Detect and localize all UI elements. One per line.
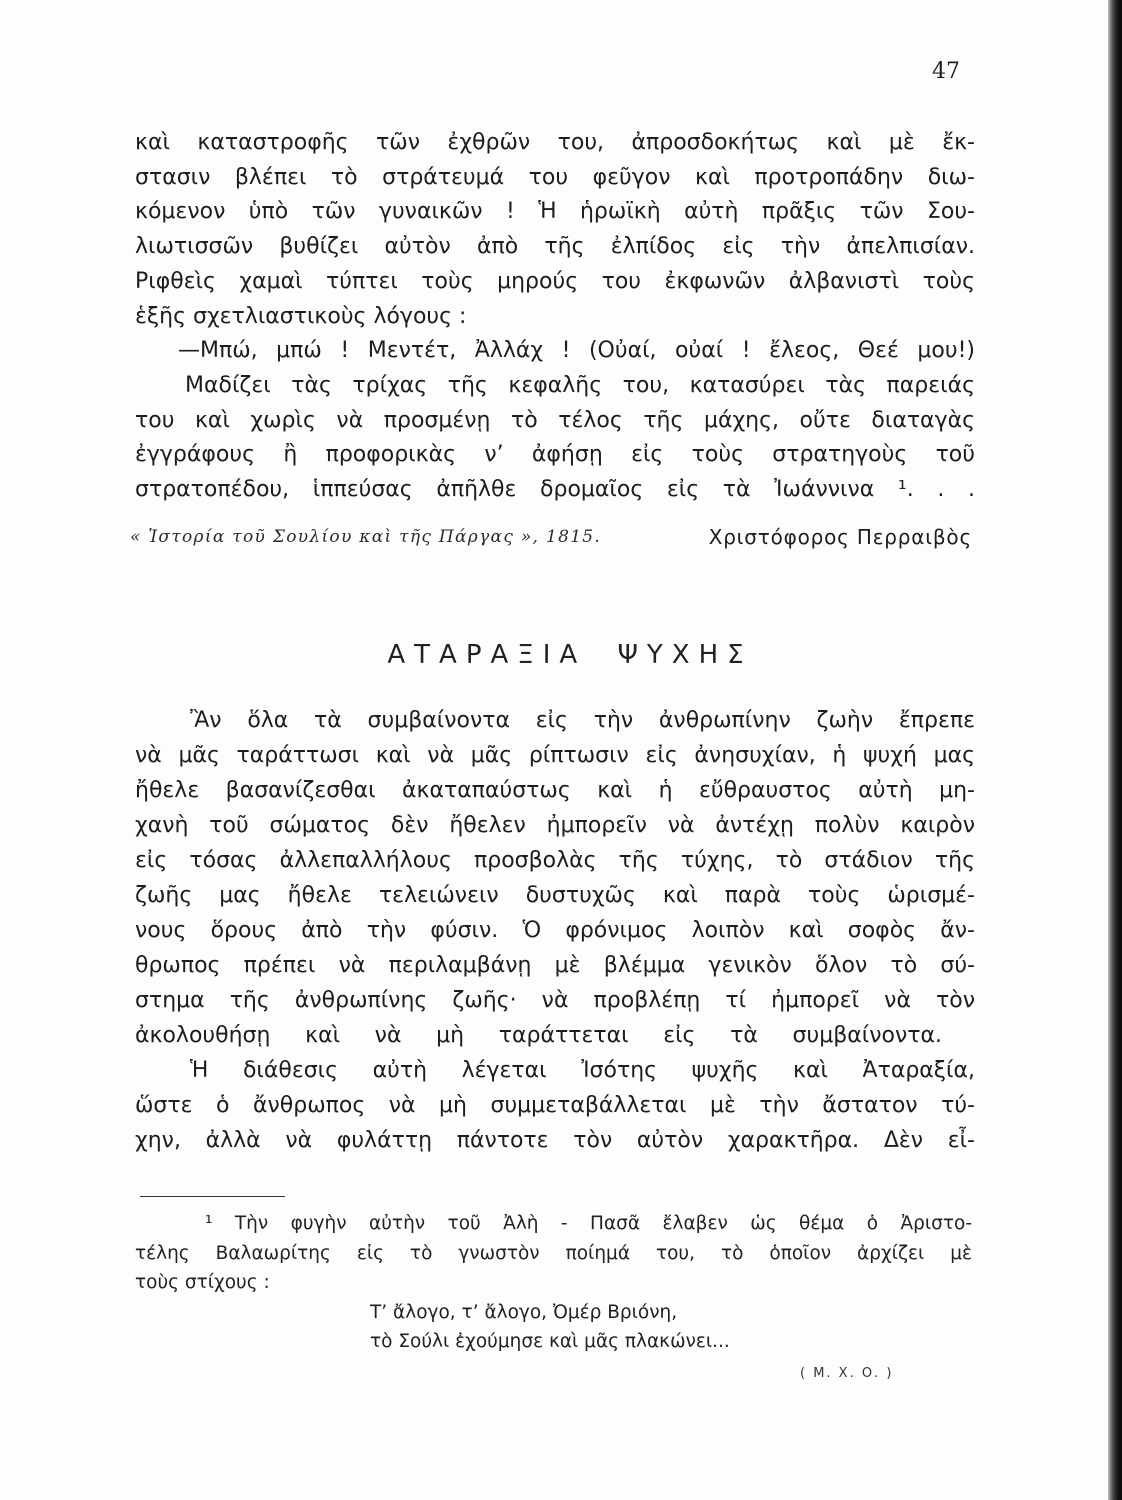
essay-line: ζωῆς μας ἤθελε τελειώνειν δυστυχῶς καὶ παρὰ τοὺς ὡρισμέ- <box>135 883 975 908</box>
passage-line: του καὶ χωρὶς νὰ προσμένῃ τὸ τέλος τῆς μάχης, οὔτε διαταγὰς <box>135 407 975 433</box>
footnote-marker: ¹ <box>205 1213 213 1234</box>
footnote-text: Τὴν φυγὴν αὐτὴν τοῦ Ἀλὴ - Πασᾶ ἔλαβεν ὡς θέμα ὁ Ἀριστο- <box>234 1213 973 1234</box>
passage-line: ἐγγράφους ἢ προφορικὰς ν’ ἀφήσῃ εἰς τοὺς στρατηγοὺς τοῦ <box>135 442 975 468</box>
essay-line: χανὴ τοῦ σώματος δὲν ἤθελεν ἠμπορεῖν νὰ ἀντέχῃ πολὺν καιρὸν <box>135 813 975 838</box>
citation-source: « Ἱστορία τοῦ Σουλίου καὶ τῆς Πάργας », 1815. <box>130 527 602 547</box>
footnote <box>135 1209 972 1357</box>
footnote-line: τοὺς στίχους : <box>135 1272 270 1293</box>
passage-line: Μαδίζει τὰς τρίχας τῆς κεφαλῆς του, κατασύρει τὰς παρειάς <box>185 372 975 398</box>
footnote-line: τέλης Βαλαωρίτης εἰς τὸ γνωστὸν ποίημά του, τὸ ὁποῖον ἀρχίζει μὲ <box>135 1242 972 1264</box>
verse-line: τὸ Σούλι ἐχούμησε καὶ μᾶς πλακώνει... <box>370 1331 730 1352</box>
essay-line: ἀκολουθήσῃ καὶ νὰ μὴ ταράττεται εἰς τὰ συμβαίνοντα. <box>135 1023 942 1048</box>
passage-line: Ριφθεὶς χαμαὶ τύπτει τοὺς μηρούς του ἐκφωνῶν ἀλβανιστὶ τοὺς <box>135 268 975 294</box>
passage-line: στασιν βλέπει τὸ στράτευμά του φεῦγον καὶ προτροπάδην διω- <box>135 164 975 190</box>
essay-line: νους ὅρους ἀπὸ τὴν φύσιν. Ὁ φρόνιμος λοιπὸν καὶ σοφὸς ἄν- <box>135 918 975 943</box>
footnote-signature: ( Μ. Χ. Ο. ) <box>800 1366 894 1381</box>
essay-line: ὥστε ὁ ἄνθρωπος νὰ μὴ συμμεταβάλλεται μὲ τὴν ἄστατον τύ- <box>135 1093 975 1118</box>
passage-line: λιωτισσῶν βυθίζει αὐτὸν ἀπὸ τῆς ἐλπίδος εἰς τὴν ἀπελπισίαν. <box>135 234 975 260</box>
citation-author: Χριστόφορος Περραιβὸς <box>708 525 972 549</box>
passage-line-exclamation: —Μπώ, μπώ ! Μεντέτ, Ἀλλάχ ! (Οὐαί, οὐαί ! ἔλεος, Θεέ μου!) <box>178 338 975 364</box>
essay-line: ἤθελε βασανίζεσθαι ἀκαταπαύστως καὶ ἡ εὔθραυστος αὐτὴ μη- <box>135 778 975 803</box>
passage-line: ἑξῆς σχετλιαστικοὺς λόγους : <box>135 303 467 329</box>
passage-line: καὶ καταστροφῆς τῶν ἐχθρῶν του, ἀπροσδοκήτως καὶ μὲ ἔκ- <box>135 130 975 155</box>
essay-line: Ἡ διάθεσις αὐτὴ λέγεται Ἰσότης ψυχῆς καὶ Ἀταραξία, <box>190 1058 975 1083</box>
essay-line: νὰ μᾶς ταράττωσι καὶ νὰ μᾶς ρίπτωσιν εἰς ἀνησυχίαν, ἡ ψυχή μας <box>135 743 975 768</box>
scan-edge-shadow <box>1108 0 1122 1500</box>
essay-line: χην, ἀλλὰ νὰ φυλάττῃ πάντοτε τὸν αὐτὸν χαρακτῆρα. Δὲν εἶ- <box>135 1128 975 1153</box>
footnote-rule <box>140 1196 285 1197</box>
passage-line: κόμενον ὑπὸ τῶν γυναικῶν ! Ἡ ἡρωϊκὴ αὐτὴ πρᾶξις τῶν Σου- <box>135 199 975 225</box>
passage <box>135 126 975 508</box>
essay-line: θρωπος πρέπει νὰ περιλαμβάνῃ μὲ βλέμμα γενικὸν ὅλον τὸ σύ- <box>135 953 975 978</box>
page-number: 47 <box>932 59 960 84</box>
verse-line: Τ’ ἄλογο, τ’ ἄλογο, Ὀμέρ Βριόνη, <box>370 1301 678 1323</box>
essay-body <box>135 703 975 1158</box>
essay-line: εἰς τόσας ἀλλεπαλλήλους προσβολὰς τῆς τύχης, τὸ στάδιον τῆς <box>135 848 975 873</box>
essay-line: στημα τῆς ἀνθρωπίνης ζωῆς· νὰ προβλέπῃ τί ἠμπορεῖ νὰ τὸν <box>135 988 975 1013</box>
essay-line: Ἂν ὅλα τὰ συμβαίνοντα εἰς τὴν ἀνθρωπίνην ζωὴν ἔπρεπε <box>190 708 975 733</box>
passage-line: στρατοπέδου, ἱππεύσας ἀπῆλθε δρομαῖος εἰς τὰ Ἰωάννινα ¹. . . <box>135 477 975 503</box>
footnote-line <box>135 1209 972 1239</box>
essay-title: ΑΤΑΡΑΞΙΑ ΨΥΧΗΣ <box>387 640 753 670</box>
